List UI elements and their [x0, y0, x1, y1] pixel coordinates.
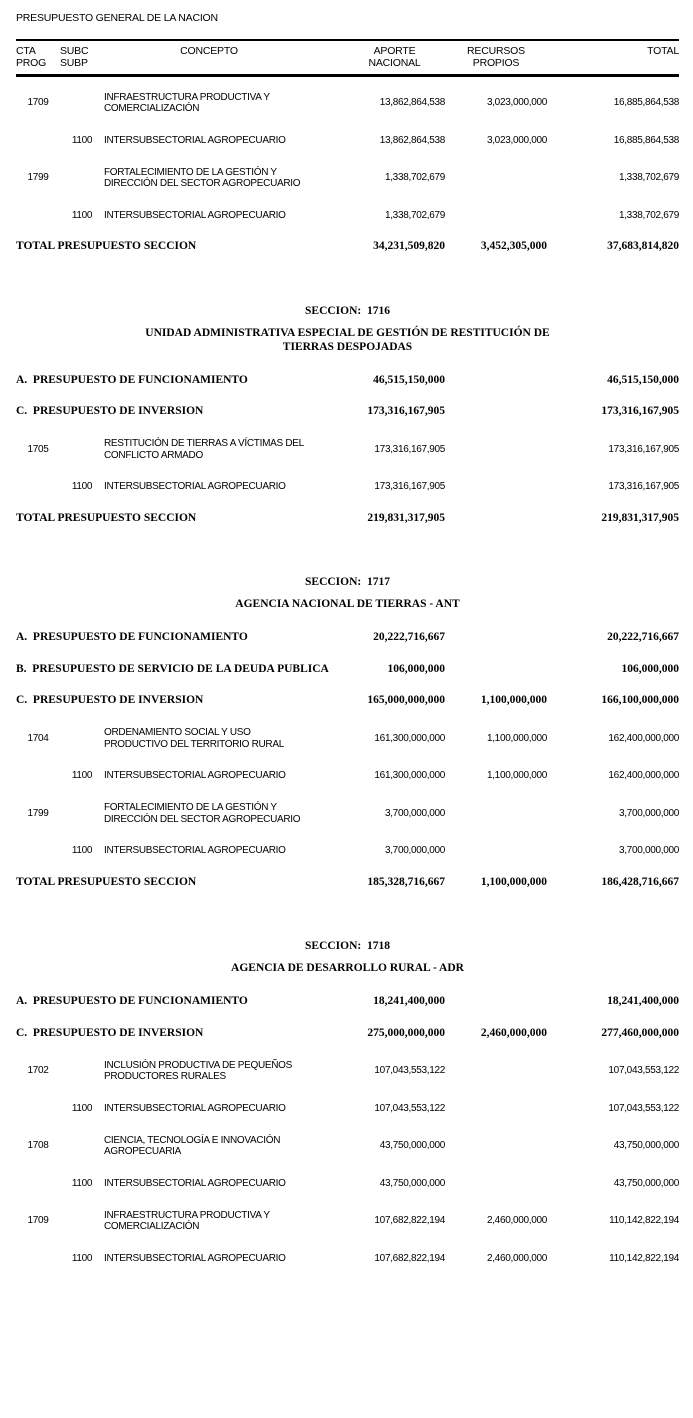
aporte-nacional-cell: 20,222,716,667 — [373, 631, 445, 643]
section-heading: SECCION: 1718 — [305, 940, 390, 952]
section-heading: SECCION: 1717 — [305, 576, 390, 588]
total-cell: 110,142,822,194 — [609, 1215, 679, 1227]
table-header-row — [16, 39, 679, 77]
budget-section — [16, 940, 679, 1265]
table-row — [16, 1028, 679, 1040]
recursos-propios-cell: 1,100,000,000 — [480, 694, 547, 706]
concept-cell: INTERSUBSECTORIAL AGROPECUARIO — [104, 770, 286, 782]
aporte-nacional-cell: 1,338,702,679 — [384, 209, 445, 221]
row-label-cell: B. PRESUPUESTO DE SERVICIO DE LA DEUDA PUBLICA — [16, 662, 329, 675]
column-header-subc-line1: SUBC — [60, 45, 89, 57]
column-header-subc-line2: SUBP — [60, 57, 88, 69]
concept-cell: INTERSUBSECTORIAL AGROPECUARIO — [104, 1252, 286, 1264]
column-header-cta-line2: PROG — [16, 57, 47, 69]
aporte-nacional-cell: 3,700,000,000 — [384, 845, 445, 857]
aporte-nacional-cell: 185,328,716,667 — [367, 875, 445, 888]
recursos-propios-cell: 3,452,305,000 — [480, 240, 547, 252]
subprogram-code-cell: 1100 — [71, 1252, 93, 1264]
table-row — [16, 1209, 679, 1233]
aporte-nacional-cell: 46,515,150,000 — [373, 373, 445, 386]
program-code-cell: 1709 — [27, 97, 49, 109]
aporte-nacional-cell: 107,043,553,122 — [374, 1065, 445, 1077]
table-row — [16, 134, 679, 147]
concept-cell: CIENCIA, TECNOLOGÍA E INNOVACIÓN AGROPECUARIA — [104, 1134, 281, 1157]
row-label-cell: C. PRESUPUESTO DE INVERSION — [16, 1026, 204, 1039]
column-header-recursos-propios — [445, 45, 547, 69]
entity-name: AGENCIA DE DESARROLLO RURAL - ADR — [231, 962, 464, 974]
entity-name: AGENCIA NACIONAL DE TIERRAS - ANT — [235, 598, 460, 610]
column-header-aporte-line2: NACIONAL — [368, 57, 421, 69]
concept-cell: INFRAESTRUCTURA PRODUCTIVA Y COMERCIALIZACIÓN — [104, 91, 270, 114]
program-code-cell: 1702 — [27, 1065, 49, 1077]
total-cell: 219,831,317,905 — [601, 511, 679, 524]
document-title: PRESUPUESTO GENERAL DE LA NACION — [16, 12, 218, 24]
total-cell: 18,241,400,000 — [607, 995, 679, 1007]
aporte-nacional-cell: 173,316,167,905 — [367, 405, 445, 417]
row-label-cell: A. PRESUPUESTO DE FUNCIONAMIENTO — [16, 631, 248, 643]
column-header-aporte-line1: APORTE — [373, 45, 416, 57]
total-cell: 20,222,716,667 — [607, 631, 679, 643]
budget-section — [16, 305, 679, 525]
subprogram-code-cell: 1100 — [71, 845, 93, 857]
row-label-cell: A. PRESUPUESTO DE FUNCIONAMIENTO — [16, 995, 248, 1007]
section-heading: SECCION: 1716 — [305, 304, 390, 317]
recursos-propios-cell: 1,100,000,000 — [480, 875, 547, 888]
table-row — [16, 375, 679, 387]
aporte-nacional-cell: 161,300,000,000 — [374, 770, 445, 782]
aporte-nacional-cell: 219,831,317,905 — [367, 511, 445, 524]
total-cell: 173,316,167,905 — [608, 443, 679, 455]
program-code-cell: 1799 — [27, 807, 49, 819]
total-cell: 106,000,000 — [621, 662, 679, 675]
table-row — [16, 166, 679, 190]
program-code-cell: 1709 — [27, 1215, 49, 1227]
aporte-nacional-cell: 173,316,167,905 — [374, 481, 445, 493]
table-row — [16, 996, 679, 1008]
aporte-nacional-cell: 107,682,822,194 — [374, 1215, 445, 1227]
column-header-recursos-line2: PROPIOS — [472, 57, 520, 69]
concept-cell: FORTALECIMIENTO DE LA GESTIÓN Y DIRECCIÓN DEL SECTOR AGROPECUARIO — [104, 166, 301, 189]
table-row — [16, 438, 679, 462]
row-label-cell: TOTAL PRESUPUESTO SECCION — [16, 511, 197, 524]
total-cell: 277,460,000,000 — [601, 1026, 679, 1039]
aporte-nacional-cell: 43,750,000,000 — [379, 1177, 445, 1189]
total-cell: 173,316,167,905 — [608, 481, 679, 493]
table-row — [16, 802, 679, 826]
total-cell: 1,338,702,679 — [618, 172, 679, 184]
aporte-nacional-cell: 165,000,000,000 — [367, 694, 445, 706]
total-cell: 46,515,150,000 — [607, 373, 679, 386]
aporte-nacional-cell: 18,241,400,000 — [373, 995, 445, 1007]
column-header-subc-subp — [60, 45, 104, 69]
table-row — [16, 877, 679, 889]
table-row — [16, 1177, 679, 1190]
table-row — [16, 209, 679, 222]
aporte-nacional-cell: 13,862,864,538 — [379, 134, 445, 146]
recursos-propios-cell: 2,460,000,000 — [486, 1215, 547, 1227]
aporte-nacional-cell: 43,750,000,000 — [379, 1140, 445, 1152]
recursos-propios-cell: 2,460,000,000 — [480, 1026, 547, 1039]
concept-cell: INFRAESTRUCTURA PRODUCTIVA Y COMERCIALIZACIÓN — [104, 1209, 270, 1232]
column-header-recursos-line1: RECURSOS — [467, 45, 525, 57]
aporte-nacional-cell: 106,000,000 — [387, 662, 445, 675]
aporte-nacional-cell: 1,338,702,679 — [384, 172, 445, 184]
program-code-cell: 1799 — [27, 172, 49, 184]
recursos-propios-cell: 2,460,000,000 — [486, 1252, 547, 1264]
program-code-cell: 1708 — [27, 1140, 49, 1152]
total-cell: 107,043,553,122 — [608, 1102, 679, 1114]
table-row — [16, 481, 679, 494]
total-cell: 162,400,000,000 — [608, 770, 679, 782]
aporte-nacional-cell: 13,862,864,538 — [379, 97, 445, 109]
table-row — [16, 241, 679, 253]
recursos-propios-cell: 1,100,000,000 — [486, 770, 547, 782]
table-row — [16, 1252, 679, 1265]
concept-cell: INTERSUBSECTORIAL AGROPECUARIO — [104, 1177, 286, 1189]
table-row — [16, 1059, 679, 1083]
concept-cell: INTERSUBSECTORIAL AGROPECUARIO — [104, 209, 286, 221]
total-cell: 43,750,000,000 — [613, 1177, 679, 1189]
table-row — [16, 1134, 679, 1158]
total-cell: 166,100,000,000 — [601, 694, 679, 706]
subprogram-code-cell: 1100 — [71, 770, 93, 782]
table-row — [16, 770, 679, 783]
concept-cell: RESTITUCIÓN DE TIERRAS A VÍCTIMAS DEL CONFLICTO ARMADO — [104, 438, 304, 461]
row-label-cell: A. PRESUPUESTO DE FUNCIONAMIENTO — [16, 373, 248, 386]
column-header-concepto: CONCEPTO — [180, 45, 238, 57]
subprogram-code-cell: 1100 — [71, 134, 93, 146]
concept-cell: FORTALECIMIENTO DE LA GESTIÓN Y DIRECCIÓN DEL SECTOR AGROPECUARIO — [104, 802, 301, 825]
column-header-cta-prog — [16, 45, 60, 69]
aporte-nacional-cell: 275,000,000,000 — [367, 1026, 445, 1039]
aporte-nacional-cell: 173,316,167,905 — [374, 443, 445, 455]
column-header-aporte-nacional — [344, 45, 445, 69]
column-header-cta-line1: CTA — [16, 45, 36, 57]
concept-cell: INTERSUBSECTORIAL AGROPECUARIO — [104, 1102, 286, 1114]
total-cell: 16,885,864,538 — [613, 97, 679, 109]
recursos-propios-cell: 1,100,000,000 — [486, 732, 547, 744]
concept-cell: INTERSUBSECTORIAL AGROPECUARIO — [104, 481, 286, 493]
total-cell: 43,750,000,000 — [613, 1140, 679, 1152]
aporte-nacional-cell: 34,231,509,820 — [373, 240, 445, 252]
column-header-total: TOTAL — [647, 45, 679, 57]
total-cell: 173,316,167,905 — [601, 405, 679, 417]
aporte-nacional-cell: 3,700,000,000 — [384, 807, 445, 819]
table-row — [16, 695, 679, 707]
aporte-nacional-cell: 107,043,553,122 — [374, 1102, 445, 1114]
table-row — [16, 406, 679, 418]
subprogram-code-cell: 1100 — [71, 1102, 93, 1114]
total-cell: 107,043,553,122 — [608, 1065, 679, 1077]
entity-name: UNIDAD ADMINISTRATIVA ESPECIAL DE GESTIÓN DE RESTITUCIÓN DE TIERRAS DESPOJADAS — [145, 326, 550, 353]
total-cell: 37,683,814,820 — [607, 240, 679, 252]
table-row — [16, 1102, 679, 1115]
total-cell: 3,700,000,000 — [618, 845, 679, 857]
total-cell: 1,338,702,679 — [618, 209, 679, 221]
subprogram-code-cell: 1100 — [71, 209, 93, 221]
table-row — [16, 513, 679, 525]
total-cell: 186,428,716,667 — [601, 875, 679, 888]
total-cell: 162,400,000,000 — [608, 732, 679, 744]
row-label-cell: TOTAL PRESUPUESTO SECCION — [16, 875, 197, 888]
aporte-nacional-cell: 107,682,822,194 — [374, 1252, 445, 1264]
program-code-cell: 1704 — [27, 732, 49, 744]
subprogram-code-cell: 1100 — [71, 1177, 93, 1189]
total-cell: 3,700,000,000 — [618, 807, 679, 819]
concept-cell: ORDENAMIENTO SOCIAL Y USO PRODUCTIVO DEL TERRITORIO RURAL — [104, 727, 284, 750]
concept-cell: INTERSUBSECTORIAL AGROPECUARIO — [104, 845, 286, 857]
recursos-propios-cell: 3,023,000,000 — [486, 134, 547, 146]
total-cell: 110,142,822,194 — [609, 1252, 679, 1264]
table-body — [16, 77, 679, 1265]
concept-cell: INCLUSIÓN PRODUCTIVA DE PEQUEÑOS PRODUCTORES RURALES — [104, 1059, 293, 1082]
row-label-cell: C. PRESUPUESTO DE INVERSION — [16, 405, 204, 417]
table-row — [16, 727, 679, 751]
recursos-propios-cell: 3,023,000,000 — [486, 97, 547, 109]
budget-section — [16, 91, 679, 253]
budget-section — [16, 576, 679, 888]
table-row — [16, 632, 679, 644]
aporte-nacional-cell: 161,300,000,000 — [374, 732, 445, 744]
total-cell: 16,885,864,538 — [613, 134, 679, 146]
row-label-cell: TOTAL PRESUPUESTO SECCION — [16, 240, 197, 252]
concept-cell: INTERSUBSECTORIAL AGROPECUARIO — [104, 134, 286, 146]
table-row — [16, 664, 679, 676]
table-row — [16, 91, 679, 115]
row-label-cell: C. PRESUPUESTO DE INVERSION — [16, 694, 204, 706]
table-row — [16, 845, 679, 858]
subprogram-code-cell: 1100 — [71, 481, 93, 493]
program-code-cell: 1705 — [27, 443, 49, 455]
